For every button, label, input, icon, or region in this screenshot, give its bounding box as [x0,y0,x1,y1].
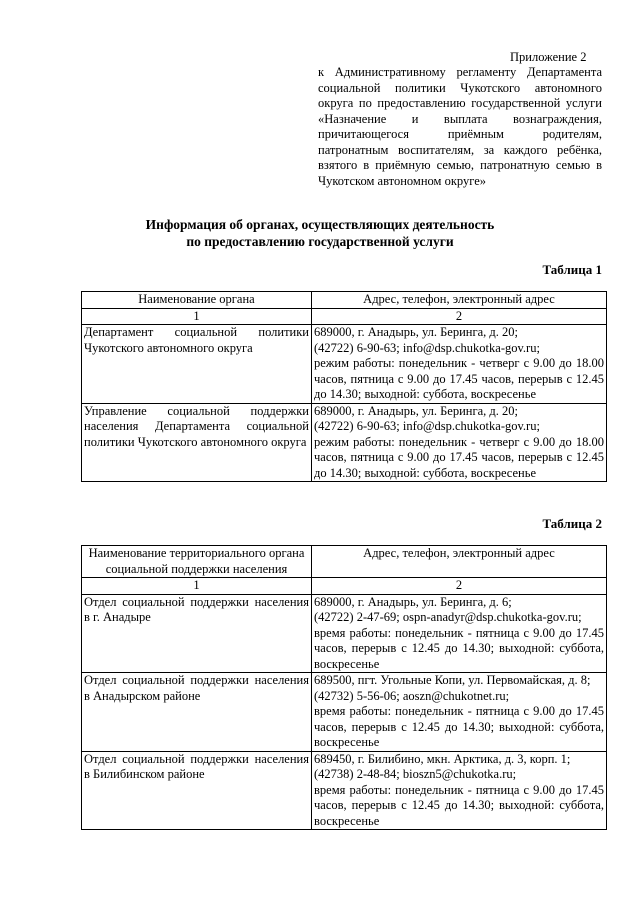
organ-name-cell: Отдел социальной поддержки населения в Билибинском районе [82,751,312,830]
header-territorial-organ-name: Наименование территориального органа социальной поддержки населения [82,546,312,578]
table-row [82,403,607,482]
appendix-title: Приложение 2 [510,50,587,64]
table-number-row [82,308,607,325]
table-1-label: Таблица 1 [542,262,602,277]
table-row [82,751,607,830]
page-title-line-1: Информация об органах, осуществляющих деятельность [145,217,495,232]
schedule-line: режим работы: понедельник - четверг с 9.00 до 18.00 часов, пятница с 9.00 до 17.45 часов, перерыв с 12.45 до 14.30; выходной: суббота, воскресенье [314,434,604,480]
schedule-line: время работы: понедельник - пятница с 9.00 до 17.45 часов, перерыв с 12.45 до 14.30; выходной: суббота, воскресенье [314,782,604,828]
phone-email-line: (42722) 6-90-63; info@dsp.chukotka-gov.ru; [314,340,540,355]
column-number: 2 [312,308,607,325]
column-number: 1 [82,578,312,595]
appendix-text: к Административному регламенту Департамента социальной политики Чукотского автономного округа по предоставлению государственной услуги «Назначение и выплата вознаграждения, причитающегося приёмным родителям, патронатным воспитателям, за каждого ребёнка, взятого в приёмную семью, патронатную семью в Чукотском автономном округе» [318,65,602,188]
schedule-line: время работы: понедельник - пятница с 9.00 до 17.45 часов, перерыв с 12.45 до 14.30; выходной: суббота, воскресенье [314,704,604,749]
header-contacts: Адрес, телефон, электронный адрес [312,546,607,578]
address-line: 689500, пгт. Угольные Копи, ул. Первомайская, д. 8; [314,673,591,687]
table-header-row [82,546,607,578]
column-number: 1 [82,308,312,325]
contacts-cell [312,751,607,830]
schedule-line: время работы: понедельник - пятница с 9.00 до 17.45 часов, перерыв с 12.45 до 14.30; выходной: суббота, воскресенье [314,625,604,671]
contacts-cell [312,403,607,482]
table-number-row [82,578,607,595]
phone-email-line: (42722) 6-90-63; info@dsp.chukotka-gov.ru; [314,419,540,433]
address-line: 689000, г. Анадырь, ул. Беринга, д. 20; [314,403,518,418]
organ-name-cell: Департамент социальной политики Чукотского автономного округа [82,325,312,404]
address-line: 689000, г. Анадырь, ул. Беринга, д. 6; [314,594,512,609]
header-organ-name: Наименование органа [82,292,312,309]
contacts-cell [312,673,607,752]
page-title-line-2: по предоставлению государственной услуги [186,234,454,249]
phone-email-line: (42738) 2-48-84; bioszn5@chukotka.ru; [314,767,517,781]
table-row [82,594,607,673]
address-line: 689000, г. Анадырь, ул. Беринга, д. 20; [314,325,518,339]
organ-name-cell: Отдел социальной поддержки населения в г. Анадыре [82,594,312,673]
contacts-cell [312,594,607,673]
table-header-row [82,292,607,309]
header-contacts: Адрес, телефон, электронный адрес [312,292,607,309]
phone-email-line: (42732) 5-56-06; aoszn@chukotnet.ru; [314,688,510,703]
table-row [82,325,607,404]
organ-name-cell: Управление социальной поддержки населения Департамента социальной политики Чукотского автономного округа [82,403,312,482]
column-number: 2 [312,578,607,595]
phone-email-line: (42722) 2-47-69; ospn-anadyr@dsp.chukotka-gov.ru; [314,610,582,624]
organ-name-cell: Отдел социальной поддержки населения в Анадырском районе [82,673,312,752]
table-2 [81,545,607,830]
page-title [0,216,640,250]
address-line: 689450, г. Билибино, мкн. Арктика, д. 3, корп. 1; [314,751,571,766]
table-2-label: Таблица 2 [542,516,602,531]
schedule-line: режим работы: понедельник - четверг с 9.00 до 18.00 часов, пятница с 9.00 до 17.45 часов, перерыв с 12.45 до 14.30; выходной: суббота, воскресенье [314,356,604,401]
table-1 [81,291,607,482]
table-row [82,673,607,752]
contacts-cell [312,325,607,404]
